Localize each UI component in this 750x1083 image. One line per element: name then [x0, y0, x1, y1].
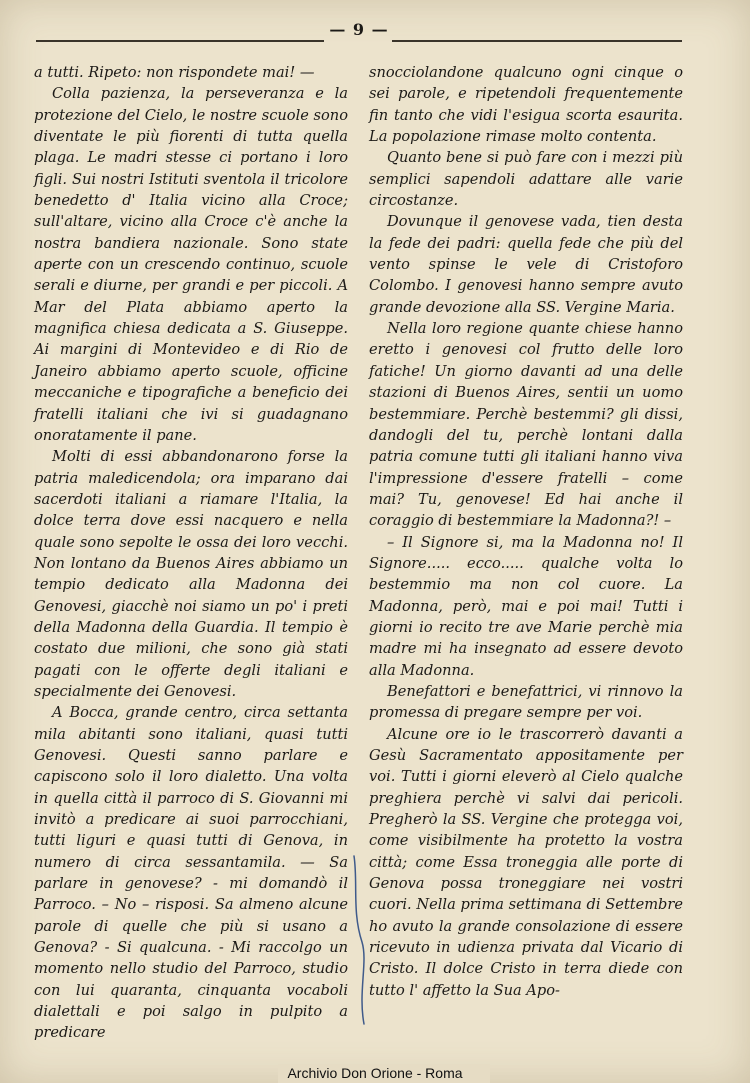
- paragraph: Nella loro regione quante chiese hanno eretto i genovesi col frutto delle loro fatiche! Un giorno davanti ad una delle stazioni di Buenos Aires, sentii un uomo bestemmiare. Perchè bestemmi? gli dissi, dandogli del tu, perchè lontani dalla patria comune tutti gli italiani hanno viva l'impressione d'essere fratelli – come mai? Tu, genovese! Ed hai anche il coraggio di bestemmiare la Madonna?! –: [369, 320, 683, 530]
- right-column: [369, 62, 683, 1001]
- header-rule-right: [392, 40, 682, 42]
- paragraph: Colla pazienza, la perseveranza e la protezione del Cielo, le nostre scuole sono diventate le più fiorenti di tutta quella plaga. Le madri stesse ci portano i loro figli. Sui nostri Istituti sventola il tricolore benedetto d' Italia vicino alla Croce; sull'altare, vicino alla Croce c'è anche la nostra bandiera nazionale. Sono state aperte con un crescendo continuo, scuole serali e diurne, per grandi e per piccoli. A Mar del Plata abbiamo aperto la magnifica chiesa dedicata a S. Giuseppe. Ai margini di Montevideo e di Rio de Janeiro abbiamo aperto scuole, officine meccaniche e tipografiche a beneficio dei fratelli italiani che ivi si guadagnano onoratamente il pane.: [34, 85, 348, 444]
- paragraph: A Bocca, grande centro, circa settanta mila abitanti sono italiani, quasi tutti Genovesi. Questi sanno parlare e capiscono solo il loro dialetto. Una volta in quella città il parroco di S. Giovanni mi invitò a predicare ai suoi parrocchiani, tutti liguri e quasi tutti di Genova, in numero di circa sessantamila. — Sa parlare in genovese? - mi domandò il Parroco. – No – risposi. Sa almeno alcune parole di quelle che più si usano a Genova? - Si qualcuna. - Mi raccolgo un momento nello studio del Parroco, studio con lui quaranta, cinquanta vocaboli dialettali e poi salgo in pulpito a predicare: [34, 704, 348, 1042]
- paragraph: Quanto bene si può fare con i mezzi più semplici sapendoli adattare alle varie circostanze.: [369, 149, 683, 210]
- paragraph: snocciolandone qualcuno ogni cinque o sei parole, e ripetendoli frequentemente fin tanto che vidi l'esigua scorta esaurita. La popolazione rimase molto contenta.: [369, 64, 683, 146]
- paragraph: – Il Signore si, ma la Madonna no! Il Signore..... ecco..... qualche volta lo bestemmio ma non col cuore. La Madonna, però, mai e poi mai! Tutti i giorni io recito tre ave Marie perchè mia madre mi ha insegnato ad essere devoto alla Madonna.: [369, 533, 683, 679]
- paragraph: a tutti. Ripeto: non rispondete mai! —: [34, 64, 315, 81]
- paragraph: Molti di essi abbandonarono forse la patria maledicendola; ora imparano dai sacerdoti italiani a riamare l'Italia, la dolce terra dove essi nacquero e nella quale sono sepolte le ossa dei loro vecchi. Non lontano da Buenos Aires abbiamo un tempio dedicato alla Madonna dei Genovesi, giacchè noi siamo un po' i preti della Madonna della Guardia. Il tempio è costato due milioni, che sono già stati pagati con le offerte degli italiani e specialmente dei Genovesi.: [34, 448, 348, 700]
- paragraph: Dovunque il genovese vada, tien desta la fede dei padri: quella fede che più del vento spinse le vele di Cristoforo Colombo. I genovesi hanno sempre avuto grande devozione alla SS. Vergine Maria.: [369, 213, 683, 316]
- paragraph: Benefattori e benefattrici, vi rinnovo la promessa di pregare sempre per voi.: [369, 682, 683, 722]
- paragraph: Alcune ore io le trascorrerò davanti a Gesù Sacramentato appositamente per voi. Tutti i giorni eleverò al Cielo qualche preghiera perchè vi salvi dai pericoli. Pregherò la SS. Vergine che protegga voi, come visibilmente ha protetto la vostra città; come Essa troneggia alle porte di Genova possa troneggiare nei vostri cuori. Nella prima settimana di Settembre ho avuto la grande consolazione di essere ricevuto in udienza privata dal Vicario di Cristo. Il dolce Cristo in terra diede con tutto l' affetto la Sua Apo-: [369, 725, 683, 999]
- archive-footer: Archivio Don Orione - Roma: [287, 1065, 463, 1081]
- header-rule-left: [36, 40, 324, 42]
- page-number: — 9 —: [329, 20, 389, 39]
- left-column: [34, 62, 348, 1044]
